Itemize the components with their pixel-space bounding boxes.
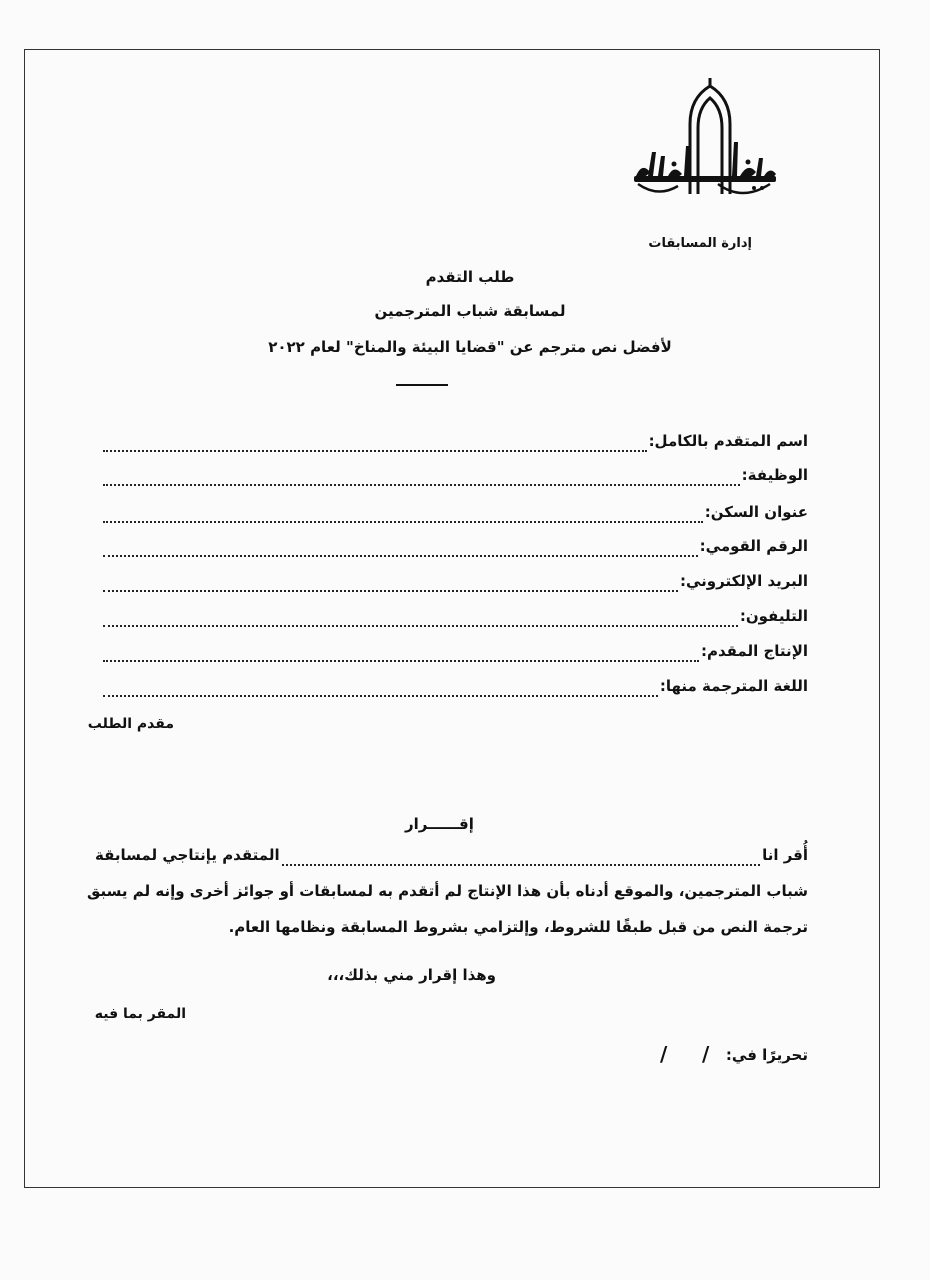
field-phone bbox=[103, 607, 808, 631]
declaration-line-2: شباب المترجمين، والموقع أدناه بأن هذا الإنتاج لم أتقدم به لمسابقات أو جوائز أخرى وإنه لم يسبق bbox=[87, 882, 808, 900]
full-name-input-line[interactable] bbox=[103, 436, 647, 452]
field-label: اسم المتقدم بالكامل: bbox=[648, 432, 808, 450]
submitted-work-input-line[interactable] bbox=[103, 646, 699, 662]
field-label: الرقم القومي: bbox=[699, 537, 808, 555]
national-id-input-line[interactable] bbox=[103, 541, 698, 557]
phone-input-line[interactable] bbox=[103, 611, 738, 627]
field-label: عنوان السكن: bbox=[704, 503, 808, 521]
occupation-input-line[interactable] bbox=[103, 470, 740, 486]
field-submitted-work bbox=[103, 642, 808, 666]
field-full-name bbox=[103, 432, 808, 456]
address-input-line[interactable] bbox=[103, 507, 703, 523]
date-label: تحريرًا في: bbox=[725, 1046, 808, 1064]
field-label: الوظيفة: bbox=[741, 466, 808, 484]
department-name: إدارة المسابقات bbox=[648, 236, 752, 251]
declaration-line-1 bbox=[95, 846, 808, 872]
title-divider bbox=[396, 384, 448, 386]
date-separator: / bbox=[702, 1042, 710, 1066]
field-occupation bbox=[103, 466, 808, 490]
form-title: طلب التقدم bbox=[425, 268, 515, 286]
acknowledger-label: المقر بما فيه bbox=[94, 1006, 186, 1022]
date-separator: / bbox=[660, 1042, 668, 1066]
field-label: اللغة المترجمة منها: bbox=[659, 677, 808, 695]
field-national-id bbox=[103, 537, 808, 561]
declaration-title: إقــــــرار bbox=[405, 815, 474, 833]
declarant-name-input-line[interactable] bbox=[282, 852, 760, 866]
source-language-input-line[interactable] bbox=[103, 681, 658, 697]
declaration-line-3: ترجمة النص من قبل طبقًا للشروط، وإلتزامي بشروط المسابقة ونظامها العام. bbox=[228, 918, 808, 936]
field-address bbox=[103, 503, 808, 527]
council-logo-icon bbox=[628, 76, 778, 208]
form-subtitle: لمسابقة شباب المترجمين bbox=[374, 302, 566, 320]
field-label: البريد الإلكتروني: bbox=[680, 572, 808, 590]
field-source-language bbox=[103, 677, 808, 701]
form-subtitle-topic: لأفضل نص مترجم عن "قضايا البيئة والمناخ" لعام ٢٠٢٢ bbox=[268, 338, 672, 356]
field-email bbox=[103, 572, 808, 596]
declaration-line-1-end: المتقدم يإنتاجي لمسابقة bbox=[95, 846, 280, 864]
field-label: التليفون: bbox=[739, 607, 808, 625]
declaration-closing: وهذا إقرار مني بذلك،،، bbox=[327, 966, 496, 984]
applicant-signature-label: مقدم الطلب bbox=[87, 716, 174, 732]
declaration-start: أُقر انا bbox=[762, 846, 808, 864]
field-label: الإنتاج المقدم: bbox=[700, 642, 808, 660]
email-input-line[interactable] bbox=[103, 576, 678, 592]
